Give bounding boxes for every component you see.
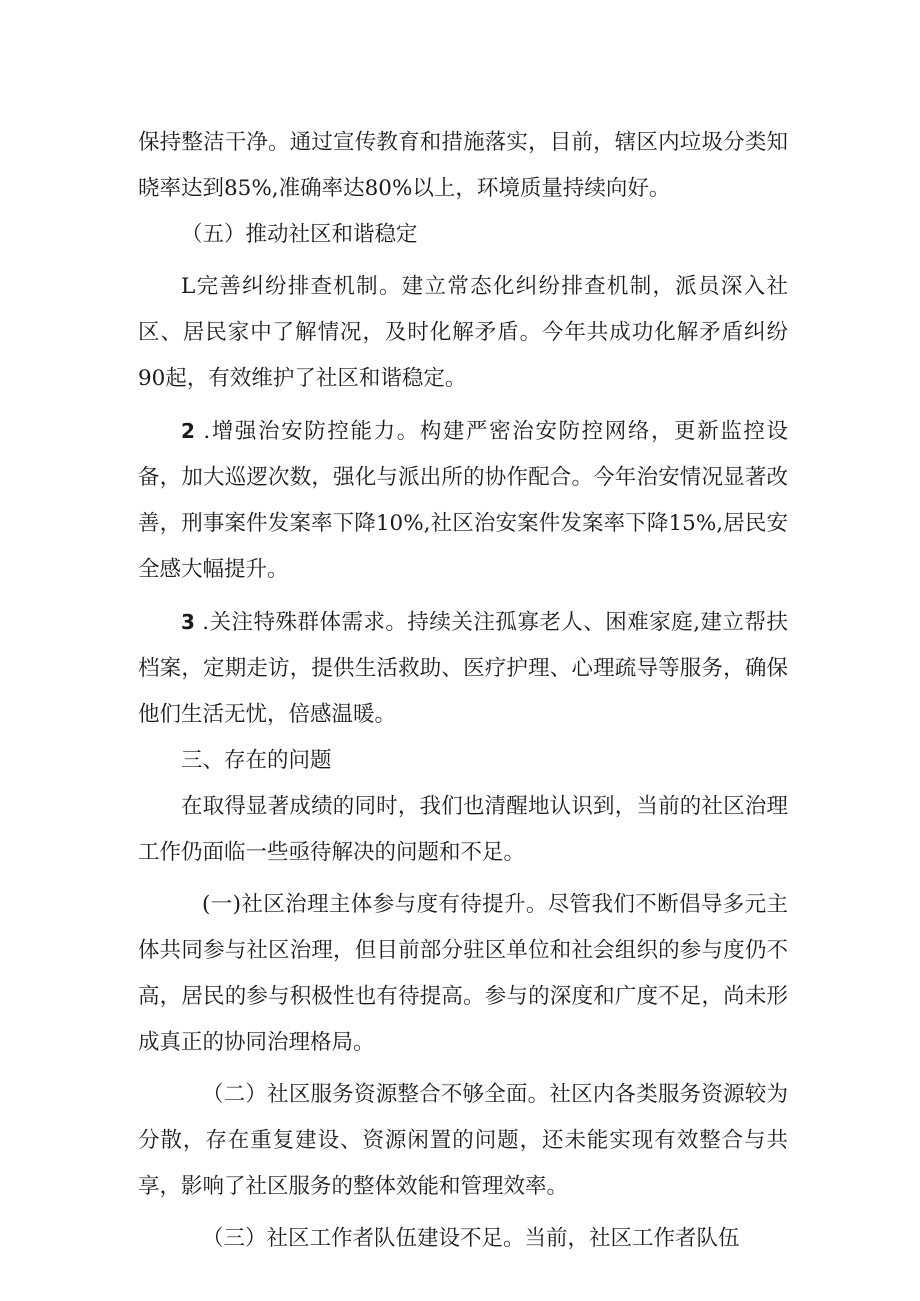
paragraph-waste-sorting: 保持整洁干净。通过宣传教育和措施落实，目前，辖区内垃圾分类知晓率达到85%,准确率达80%以上，环境质量持续向好。 xyxy=(138,130,788,201)
list-number: 3 xyxy=(181,610,195,634)
paragraph-problem-workforce: （三）社区工作者队伍建设不足。当前，社区工作者队伍 xyxy=(202,1226,740,1251)
paragraph-problem-resources: （二）社区服务资源整合不够全面。社区内各类服务资源较为分散，存在重复建设、资源闲置的问题，还未能实现有效整合与共享，影响了社区服务的整体效能和管理效率。 xyxy=(138,1082,788,1199)
heading-existing-problems: 三、存在的问题 xyxy=(181,748,332,773)
paragraph-problems-intro: 在取得显著成绩的同时，我们也清醒地认识到，当前的社区治理工作仍面临一些亟待解决的问题和不足。 xyxy=(138,794,788,865)
paragraph-text: .增强治安防控能力。构建严密治安防控网络，更新监控设备，加大巡逻次数，强化与派出所的协作配合。今年治安情况显著改善，刑事案件发案率下降10%,社区治安案件发案率下降15%,居民安全感大幅提升。 xyxy=(138,419,788,582)
heading-community-harmony: （五）推动社区和谐稳定 xyxy=(181,222,418,247)
document-body xyxy=(138,120,788,1262)
paragraph-dispute-mechanism: L完善纠纷排查机制。建立常态化纠纷排查机制，派员深入社区、居民家中了解情况，及时化解矛盾。今年共成功化解矛盾纠纷90起，有效维护了社区和谐稳定。 xyxy=(138,274,788,391)
paragraph-problem-participation: (一)社区治理主体参与度有待提升。尽管我们不断倡导多元主体共同参与社区治理，但目前部分驻区单位和社会组织的参与度仍不高，居民的参与积极性也有待提高。参与的深度和广度不足，尚未形成真正的协同治理格局。 xyxy=(138,892,788,1055)
list-number: 2 xyxy=(181,419,195,443)
paragraph-special-groups xyxy=(138,599,788,738)
paragraph-text: .关注特殊群体需求。持续关注孤寡老人、困难家庭,建立帮扶档案，定期走访，提供生活救助、医疗护理、心理疏导等服务，确保他们生活无忧，倍感温暖。 xyxy=(138,610,788,727)
paragraph-security-prevention xyxy=(138,408,788,593)
